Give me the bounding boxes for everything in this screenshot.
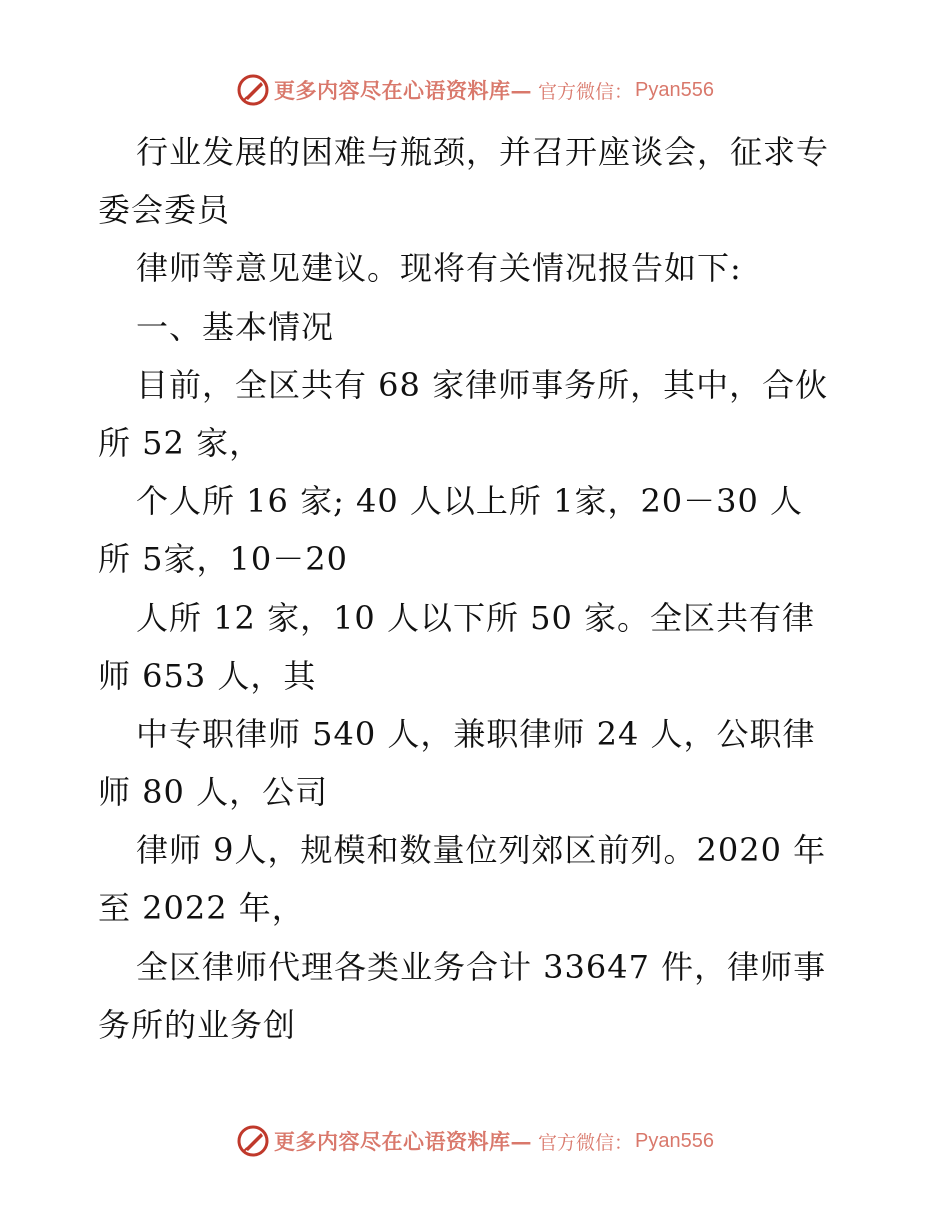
text-line: 全区律师代理各类业务合计 33647 件，律师事: [136, 947, 827, 986]
watermark-text: 更多内容尽在心语资料库—: [274, 78, 532, 103]
text-line: 师 653 人，其: [98, 656, 317, 695]
text-line: 目前，全区共有 68 家律师事务所，其中，合伙: [136, 365, 829, 404]
text-line: 师 80 人，公司: [98, 773, 329, 812]
watermark-wechat-label: 官方微信：: [538, 80, 634, 103]
text-line: 务所的业务创: [98, 1005, 297, 1044]
footer-watermark: [0, 1121, 950, 1161]
text-line: 一、基本情况: [136, 307, 335, 346]
text-line: 至 2022 年，: [98, 889, 305, 928]
text-line: 律师 9人，规模和数量位列郊区前列。2020 年: [136, 831, 827, 870]
watermark-wechat-id: Pyan556: [635, 1129, 714, 1152]
header-watermark: [0, 70, 950, 110]
text-line: 律师等意见建议。现将有关情况报告如下:: [136, 249, 742, 288]
text-line: 个人所 16 家; 40 人以上所 1家，20－30 人: [136, 482, 804, 521]
text-line: 中专职律师 540 人，兼职律师 24 人，公职律: [136, 714, 816, 753]
text-line: 行业发展的困难与瓶颈，并召开座谈会，征求专: [136, 133, 830, 171]
quill-logo-icon: [236, 73, 270, 107]
watermark-wechat-label: 官方微信：: [538, 1131, 634, 1154]
text-line: 所 52 家，: [98, 423, 263, 462]
text-line: 人所 12 家，10 人以下所 50 家。全区共有律: [136, 598, 816, 637]
text-line: 委会委员: [98, 191, 231, 230]
quill-logo-icon: [236, 1124, 270, 1158]
document-body: [98, 123, 858, 1054]
watermark-text: 更多内容尽在心语资料库—: [274, 1129, 532, 1154]
watermark-wechat-id: Pyan556: [635, 78, 714, 101]
text-line: 所 5家，10－20: [98, 540, 348, 579]
